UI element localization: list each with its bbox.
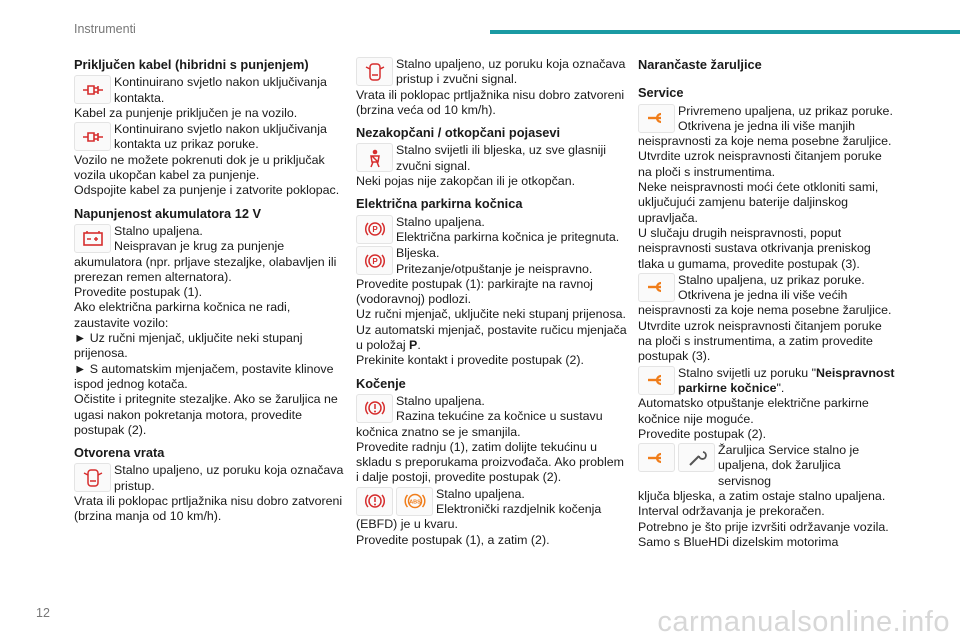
section-battery: Napunjenost akumulatora 12 V Stalno upaljena. Neispravan je krug za punjenje akumulatora (npr. prljave stezaljke, olabavljen ili prerezan remen alternatora). Provedite postupak (1). Ako električna parkirna kočnica ne radi, zaustavite vozilo: ► Uz ručni mjenjač, uključite neki stupanj prijenosa. ► S automatskim mjenjačem, postavite klinove ispod jednog kotača. Očistite i pritegnite stezaljke. Ako se žaruljica ne ugasi nakon pokretanja motora, provedite postupak (2). xyxy=(74,206,346,438)
abs-icon xyxy=(396,487,433,516)
section-heading: Kočenje xyxy=(356,375,406,391)
warning-item: Žaruljica Service stalno je upaljena, dok žaruljica servisnog xyxy=(638,443,896,489)
door-open-icon xyxy=(356,57,393,86)
warning-item: Privremeno upaljena, uz prikaz poruke. Otkrivena je jedna ili više manjih xyxy=(638,104,896,135)
watermark: carmanualsonline.info xyxy=(657,606,950,638)
brake-warning-icon xyxy=(356,394,393,423)
section-plug-cable: Priključen kabel (hibridni s punjenjem) Kontinuirano svjetlo nakon uključivanja kontakta. Kabel za punjenje priključen je na vozilo. Kontinuirano svjetlo nakon uključivanja kontakta uz prikaz poruke. Vozilo ne možete pokrenuti dok je u priključak vozila ukopčan kabel za punjenje. Odspojite kabel za punjenje i zatvorite poklopac. xyxy=(74,57,346,199)
wrench-icon xyxy=(638,104,675,133)
header-accent-bar xyxy=(490,30,960,34)
svg-text:ABS: ABS xyxy=(408,499,421,506)
warning-item: Stalno upaljena, uz prikaz poruke. Otkrivena je jedna ili više većih xyxy=(638,273,896,304)
service-key-icon xyxy=(678,443,715,472)
column-2 xyxy=(356,57,628,548)
page-number: 12 xyxy=(36,606,50,620)
section-heading: Nezakopčani / otkopčani pojasevi xyxy=(356,125,561,141)
section-heading: Service xyxy=(638,85,684,101)
section-service: Service Privremeno upaljena, uz prikaz poruke. Otkrivena je jedna ili više manjih neispravnosti za koje nema posebne žaruljice. Utvrdite uzrok neispravnosti čitanjem poruke na ploči s instrumentima. Neke neispravnosti moći ćete otkloniti sami, uključujući zamjenu baterije daljinskog upravljača. U slučaju drugih neispravnosti, poput neispravnosti sustava otkrivanja preniskog tlaka u gumama, provedite postupak (3). Stalno upaljena, uz prikaz poruke. Otkrivena je jedna ili više većih neispravnosti za koje nema posebne žaruljice. Utvrdite uzrok neispravnosti čitanjem poruke na ploči s instrumentima, a zatim provedite postupak (3). Stalno svijetli uz poruku "Neispravnost parkirne kočnice". Automatsko otpuštanje električne parkirne kočnice nije moguće. Provedite postupak (2). Žaruljica Service stalno je upaljena, dok žaruljica servisnog ključa bljeska, a zatim ostaje stalno upaljena. Interval održavanja je prekoračen. Potrebno je što prije izvršiti održavanje vozila. Samo s BlueHDi dizelskim motorima xyxy=(638,85,895,549)
warning-item: P Bljeska. Pritezanje/otpuštanje je neispravno. xyxy=(356,246,628,277)
plug-cable-icon xyxy=(74,122,111,151)
warning-item: P Stalno upaljena. Električna parkirna kočnica je pritegnuta. xyxy=(356,215,628,246)
warning-item: Stalno upaljena. Razina tekućine za kočnice u sustavu xyxy=(356,394,628,425)
section-door-open: Otvorena vrata Stalno upaljeno, uz poruku koja označava pristup. Vrata ili poklopac prtljažnika nisu dobro zatvoreni (brzina manja od 10 km/h). xyxy=(74,445,346,524)
svg-text:P: P xyxy=(371,256,378,266)
warning-item: Stalno svijetli ili bljeska, uz sve glasniji zvučni signal. xyxy=(356,143,628,174)
svg-text:P: P xyxy=(371,225,378,235)
warning-item: Stalno svijetli uz poruku "Neispravnost parkirne kočnice". xyxy=(638,366,896,397)
warning-item: Stalno upaljeno, uz poruku koja označava pristup. xyxy=(74,463,346,494)
running-header: Instrumenti xyxy=(74,22,136,36)
battery-icon xyxy=(74,224,111,253)
section-heading: Otvorena vrata xyxy=(74,445,165,461)
section-braking: Kočenje Stalno upaljena. Razina tekućine za kočnice u sustavu kočnica znatno se je smanjila. Provedite radnju (1), zatim dolijte tekućinu u skladu s preporukama proizvođača. Ako problem i dalje postoji, provedite postupak (2). ABS Stalno upaljena. Elektronički razdjelnik kočenja (EBFD) je u kvaru. Provedite postupak (1), a zatim (2). xyxy=(356,376,628,548)
section-door-open-cont: Stalno upaljeno, uz poruku koja označava pristup i zvučni signal. Vrata ili poklopac prtljažnika nisu dobro zatvoreni (brzina veća od 10 km/h). xyxy=(356,57,628,118)
column-1 xyxy=(74,57,346,525)
section-heading: Narančaste žaruljice xyxy=(638,57,762,72)
column-3 xyxy=(638,57,896,550)
warning-item: Kontinuirano svjetlo nakon uključivanja kontakta. xyxy=(74,75,346,106)
warning-item: Stalno upaljeno, uz poruku koja označava pristup i zvučni signal. xyxy=(356,57,628,88)
parking-brake-icon xyxy=(356,246,393,275)
warning-item: ABS Stalno upaljena. Elektronički razdjelnik kočenja xyxy=(356,487,628,518)
section-heading: Napunjenost akumulatora 12 V xyxy=(74,205,262,221)
section-parking-brake: Električna parkirna kočnica P Stalno upaljena. Električna parkirna kočnica je pritegnuta. P Bljeska. Pritezanje/otpuštanje je neispravno. Provedite postupak (1): parkirajte na ravnoj (vodoravnoj) podlozi. Uz ručni mjenjač, uključite neki stupanj prijenosa. Uz automatski mjenjač, postavite ručicu mjenjača u položaj P. Prekinite kontakt i provedite postupak (2). xyxy=(356,196,627,368)
plug-cable-icon xyxy=(74,75,111,104)
parking-brake-icon xyxy=(356,215,393,244)
brake-warning-icon xyxy=(356,487,393,516)
section-heading: Električna parkirna kočnica xyxy=(356,196,523,212)
warning-item: Stalno upaljena. Neispravan je krug za punjenje xyxy=(74,224,346,255)
wrench-icon xyxy=(638,273,675,302)
warning-item: Kontinuirano svjetlo nakon uključivanja kontakta uz prikaz poruke. xyxy=(74,122,346,153)
wrench-icon xyxy=(638,443,675,472)
wrench-icon xyxy=(638,366,675,395)
seatbelt-icon xyxy=(356,143,393,172)
section-heading: Priključen kabel (hibridni s punjenjem) xyxy=(74,57,309,72)
section-seatbelt: Nezakopčani / otkopčani pojasevi Stalno svijetli ili bljeska, uz sve glasniji zvučni signal. Neki pojas nije zakopčan ili je otkopčan. xyxy=(356,125,628,189)
door-open-icon xyxy=(74,463,111,492)
